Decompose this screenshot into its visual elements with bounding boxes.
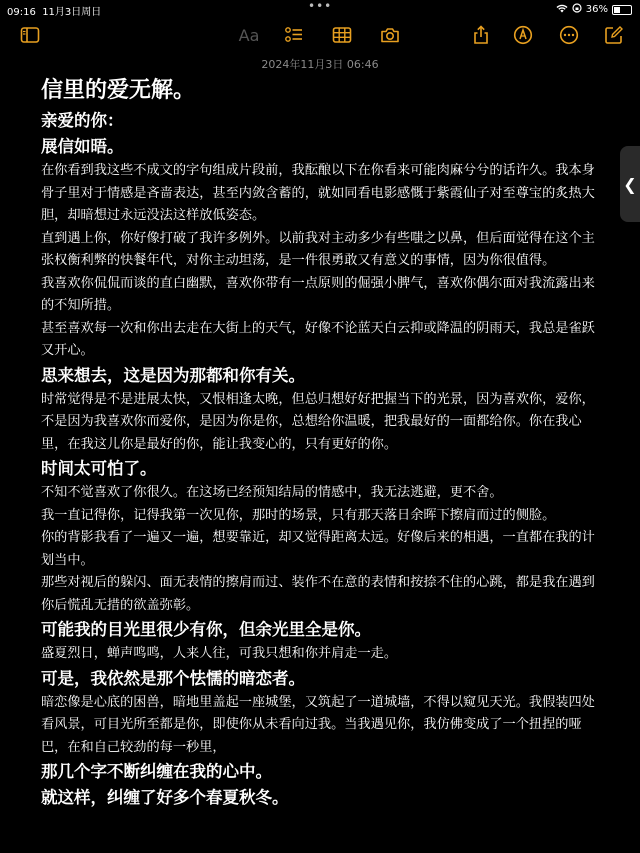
camera-icon[interactable] xyxy=(377,22,403,48)
note-heading: 亲爱的你： xyxy=(41,111,124,130)
status-indicators xyxy=(556,3,632,16)
wifi-icon xyxy=(556,4,568,16)
note-heading: 展信如晤。 xyxy=(41,137,124,156)
note-timestamp: 2024年11月3日 06:46 xyxy=(261,58,379,71)
note-heading: 那几个字不断纠缠在我的心中。 xyxy=(41,762,272,781)
note-paragraph: 盛夏烈日，蝉声鸣鸣，人来人往，可我只想和你并肩走一走。 xyxy=(41,646,398,661)
note-paragraph: 在你看到我这些不成文的字句组成片段前，我酝酿以下在你看来可能肉麻兮兮的话许久。我本身骨子里对于情感是吝啬表达，甚至内敛含蓄的，就如同看电影感慨于紫霞仙子对至尊宝的炙热大胆，却暗想过永远没法这样放低姿态。 xyxy=(41,163,595,223)
status-bar xyxy=(0,0,640,18)
note-paragraph: 时常觉得是不是进展太快，又恨相逢太晚，但总归想好好把握当下的光景，因为喜欢你，爱你，不是因为我喜欢你而爱你，是因为你是你，总想给你温暖，把我最好的一面都给你。你在我心里，在我这儿你是最好的你，能让我变心的，只有更好的你。 xyxy=(41,391,595,452)
note-paragraph: 你的背影我看了一遍又一遍，想要靠近，却又觉得距离太远。好像后来的相遇，一直都在我的计划当中。 xyxy=(41,530,595,568)
note-paragraph: 不知不觉喜欢了你很久。在这场已经预知结局的情感中，我无法逃避，更不舍。 xyxy=(41,485,503,500)
note-paragraph: 暗恋像是心底的困兽，暗地里盖起一座城堡，又筑起了一道城墙，不得以窥见天光。我假装四处看风景，可目光所至都是你，即使你从未看向过我。当我遇见你，我仿佛变成了一个扭捏的哑巴，在和自己较劲的每一秒里， xyxy=(41,694,595,755)
note-heading: 时间太可怕了。 xyxy=(41,459,157,478)
note-paragraph: 我一直记得你，记得我第一次见你，那时的场景，只有那天落日余晖下擦肩而过的侧脸。 xyxy=(41,507,556,523)
battery-percent: 36% xyxy=(585,4,608,15)
battery-icon xyxy=(612,5,632,15)
markup-icon[interactable] xyxy=(510,22,536,48)
multitasking-dots-icon[interactable]: ••• xyxy=(308,0,333,13)
sidebar-toggle-tab[interactable] xyxy=(620,146,640,222)
note-heading: 就这样，纠缠了好多个春夏秋冬。 xyxy=(41,788,289,807)
note-title: 信里的爱无解。 xyxy=(41,78,196,103)
status-time: 09:16 11月3日周日 xyxy=(7,7,102,18)
note-body[interactable] xyxy=(41,74,601,811)
orientation-lock-icon xyxy=(572,3,582,16)
format-icon[interactable]: Aa xyxy=(238,25,260,45)
note-heading: 可能我的目光里很少有你，但余光里全是你。 xyxy=(41,620,371,639)
toolbar xyxy=(0,22,640,50)
chevron-left-icon: ❮ xyxy=(623,174,637,194)
note-paragraph: 直到遇上你，你好像打破了我许多例外。以前我对主动多少有些嗤之以鼻，但后面觉得在这个主张权衡利弊的快餐年代，对你主动坦荡，是一件很勇敢又有意义的事情，因为你很值得。 xyxy=(41,230,595,268)
note-paragraph: 甚至喜欢每一次和你出去走在大街上的天气，好像不论蓝天白云抑或降温的阴雨天，我总是雀跃又开心。 xyxy=(41,320,595,358)
share-icon[interactable] xyxy=(468,22,494,48)
table-icon[interactable] xyxy=(329,22,355,48)
checklist-icon[interactable] xyxy=(281,22,307,48)
sidebar-icon[interactable] xyxy=(17,22,43,48)
battery-level xyxy=(614,7,620,13)
note-heading: 可是，我依然是那个怯懦的暗恋者。 xyxy=(41,668,305,688)
status-date: 11月3日周日 xyxy=(42,7,102,18)
compose-icon[interactable] xyxy=(601,22,627,48)
note-heading: 思来想去，这是因为那都和你有关。 xyxy=(41,365,305,385)
more-icon[interactable] xyxy=(556,22,582,48)
note-paragraph: 我喜欢你侃侃而谈的直白幽默，喜欢你带有一点原则的倔强小脾气，喜欢你偶尔面对我流露出来的不知所措。 xyxy=(41,275,595,313)
note-paragraph: 那些对视后的躲闪、面无表情的擦肩而过、装作不在意的表情和按捺不住的心跳，都是我在遇到你后慌乱无措的欲盖弥彰。 xyxy=(41,575,595,613)
